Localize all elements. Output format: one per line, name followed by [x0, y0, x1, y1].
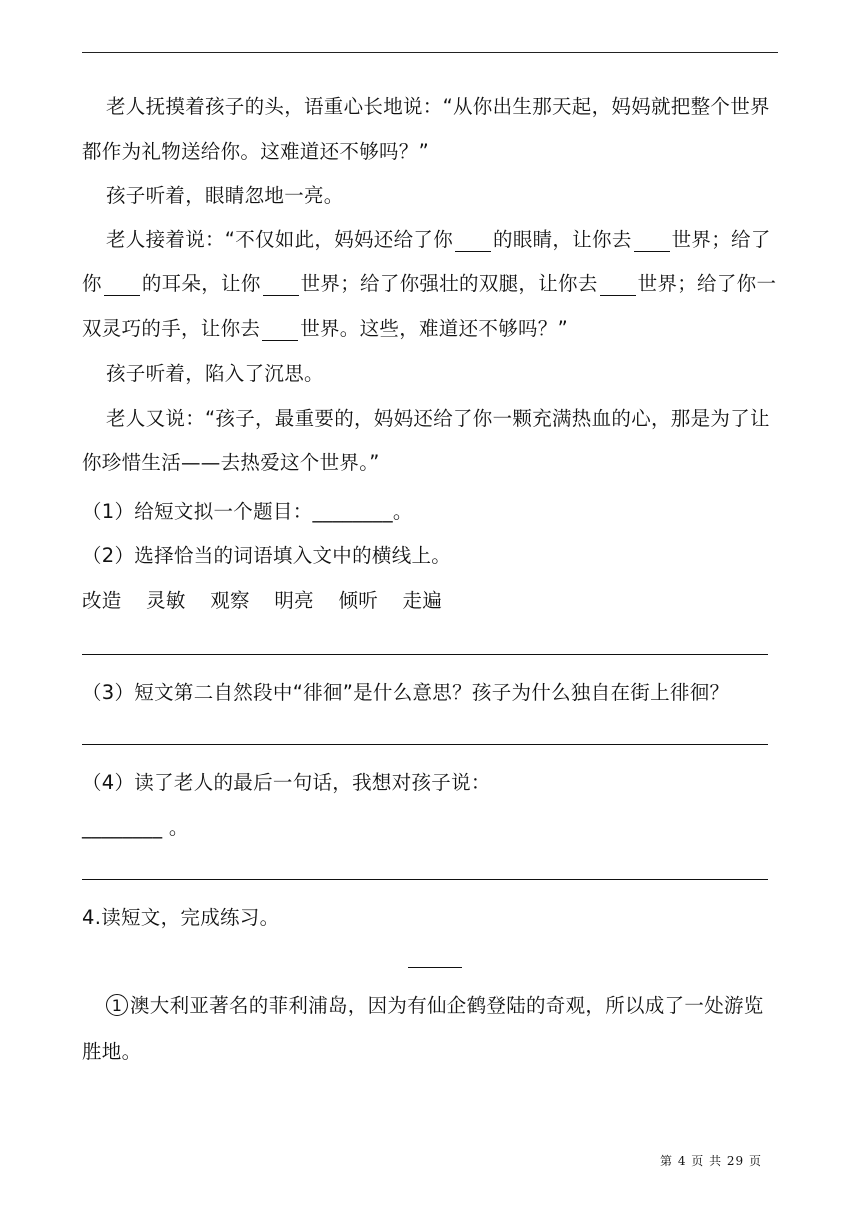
- text-segment: 你: [82, 272, 102, 295]
- word-option: 改造: [82, 589, 122, 612]
- word-option: 观察: [210, 589, 250, 612]
- paragraph-line: 孩子听着，眼睛忽地一亮。: [106, 184, 344, 207]
- question-4: （4）读了老人的最后一句话，我想对孩子说：: [82, 771, 491, 794]
- question-1: （1）给短文拟一个题目：________。: [82, 500, 413, 523]
- question-3: （3）短文第二自然段中“徘徊”是什么意思？孩子为什么独自在街上徘徊？: [82, 681, 730, 704]
- word-option: 倾听: [338, 589, 379, 612]
- paragraph-line-with-blanks: [82, 228, 806, 252]
- question-4-fill: ________ 。: [82, 816, 189, 839]
- paragraph-number-badge: 1: [106, 994, 128, 1016]
- text-segment: 的眼睛，让你去: [493, 228, 632, 251]
- fill-blank[interactable]: [600, 275, 636, 296]
- text-segment: 世界。这些，难道还不够吗？”: [300, 317, 569, 340]
- paragraph-line: 都作为礼物送给你。这难道还不够吗？”: [82, 140, 430, 163]
- paragraph-line: 孩子听着，陷入了沉思。: [106, 362, 324, 385]
- word-option: 明亮: [274, 589, 314, 612]
- paragraph-line-with-blanks: [82, 272, 782, 296]
- text-segment: 世界；给了你一: [637, 272, 777, 295]
- paragraph-line-with-blanks: [82, 317, 782, 341]
- text-segment: 澳大利亚著名的菲利浦岛，因为有仙企鹤登陆的奇观，所以成了一处游览: [130, 994, 764, 1017]
- paragraph-line: 胜地。: [82, 1040, 142, 1063]
- text-segment: 老人接着说：“不仅如此，妈妈还给了你: [106, 228, 454, 251]
- paragraph-line: 老人抚摸着孩子的头，语重心长地说：“从你出生那天起，妈妈就把整个世界: [106, 95, 770, 118]
- fill-blank[interactable]: [455, 231, 491, 252]
- word-option: 走遍: [402, 589, 443, 612]
- text-segment: 世界；给了: [671, 228, 771, 251]
- answer-line[interactable]: [82, 879, 768, 880]
- word-bank: [82, 589, 782, 613]
- text-segment: 的耳朵，让你: [141, 272, 261, 295]
- text-segment: 世界；给了你强壮的双腿，让你去: [300, 272, 598, 295]
- page-footer: 第 4 页 共 29 页: [660, 1154, 762, 1168]
- paragraph-line: 老人又说：“孩子，最重要的，妈妈还给了你一颗充满热血的心，那是为了让: [106, 407, 770, 430]
- answer-line[interactable]: [82, 654, 768, 655]
- fill-blank[interactable]: [262, 320, 298, 341]
- fill-blank[interactable]: [263, 275, 299, 296]
- word-option: 灵敏: [146, 589, 186, 612]
- fill-blank[interactable]: [634, 231, 670, 252]
- title-blank[interactable]: [408, 967, 462, 968]
- paragraph-line: 你珍惜生活——去热爱这个世界。”: [82, 451, 380, 474]
- question-2: （2）选择恰当的词语填入文中的横线上。: [82, 544, 452, 567]
- fill-blank[interactable]: [104, 275, 140, 296]
- header-rule: [82, 52, 778, 53]
- paragraph-line: [82, 994, 806, 1018]
- text-segment: 双灵巧的手，让你去: [82, 317, 261, 340]
- answer-line[interactable]: [82, 744, 768, 745]
- section-4-heading: 4.读短文，完成练习。: [82, 906, 280, 929]
